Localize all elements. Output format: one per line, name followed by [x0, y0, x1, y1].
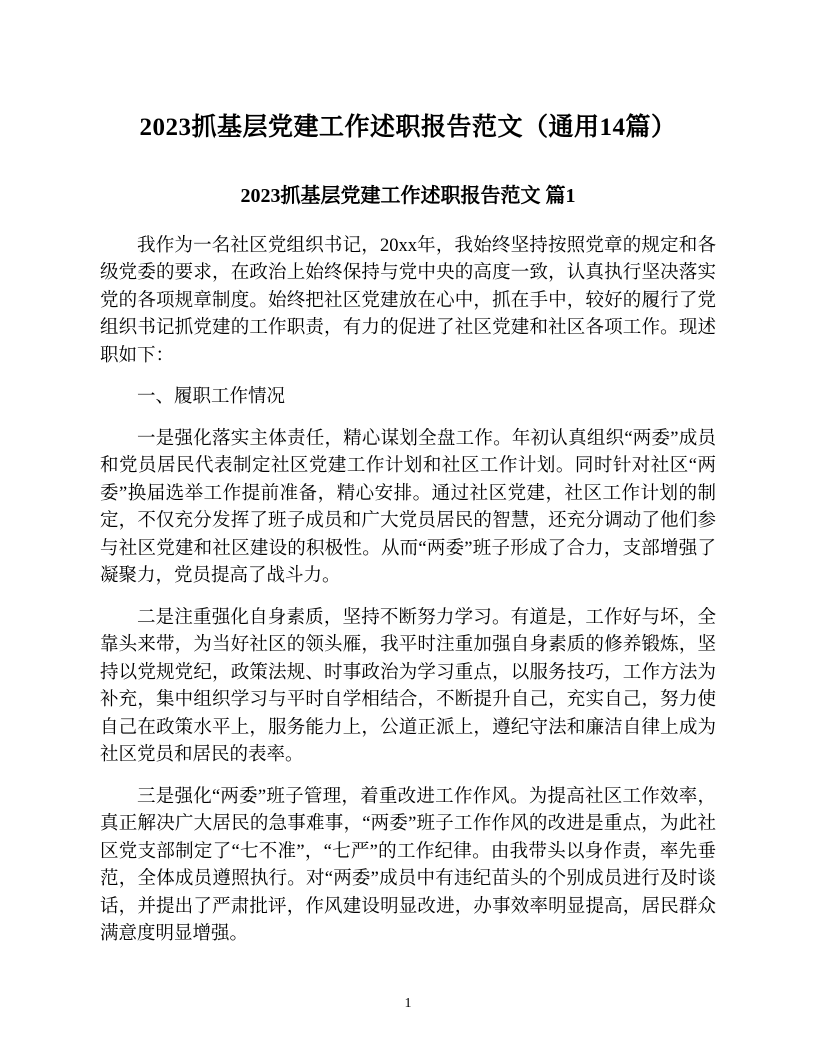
document-title: 2023抓基层党建工作述职报告范文（通用14篇） [139, 114, 677, 141]
page-number: 1 [404, 996, 412, 1011]
body-paragraph-point-1: 一是强化落实主体责任，精心谋划全盘工作。年初认真组织“两委”成员和党员居民代表制定社区党建工作计划和社区工作计划。同时针对社区“两委”换届选举工作提前准备，精心安排。通过社区党建，社区工作计划的制定，不仅充分发挥了班子成员和广大党员居民的智慧，还充分调动了他们参与社区党建和社区建设的积极性。从而“两委”班子形成了合力，支部增强了凝聚力，党员提高了战斗力。 [100, 428, 716, 586]
body-paragraph-point-2: 二是注重强化自身素质，坚持不断努力学习。有道是，工作好与坏，全靠头来带，为当好社区的领头雁，我平时注重加强自身素质的修养锻炼，坚持以党规党纪，政策法规、时事政治为学习重点，以服务技巧，工作方法为补充，集中组织学习与平时自学相结合，不断提升自己，充实自己，努力使自己在政策水平上，服务能力上，公道正派上，遵纪守法和廉洁自律上成为社区党员和居民的表率。 [100, 607, 716, 765]
section-heading: 一、履职工作情况 [137, 387, 286, 407]
intro-paragraph: 我作为一名社区党组织书记，20xx年，我始终坚持按照党章的规定和各级党委的要求，在政治上始终保持与党中央的高度一致，认真执行坚决落实党的各项规章制度。始终把社区党建放在心中，抓在手中，较好的履行了党组织书记抓党建的工作职责，有力的促进了社区党建和社区各项工作。现述职如下： [100, 235, 716, 366]
article-section-title: 2023抓基层党建工作述职报告范文 篇1 [240, 184, 576, 207]
body-paragraph-point-3: 三是强化“两委”班子管理，着重改进工作作风。为提高社区工作效率，真正解决广大居民的急事难事，“两委”班子工作作风的改进是重点，为此社区党支部制定了“七不准”，“七严”的工作纪律。由我带头以身作责，率先垂范，全体成员遵照执行。对“两委”成员中有违纪苗头的个别成员进行及时谈话，并提出了严肃批评，作风建设明显改进，办事效率明显提高，居民群众满意度明显增强。 [100, 786, 716, 944]
